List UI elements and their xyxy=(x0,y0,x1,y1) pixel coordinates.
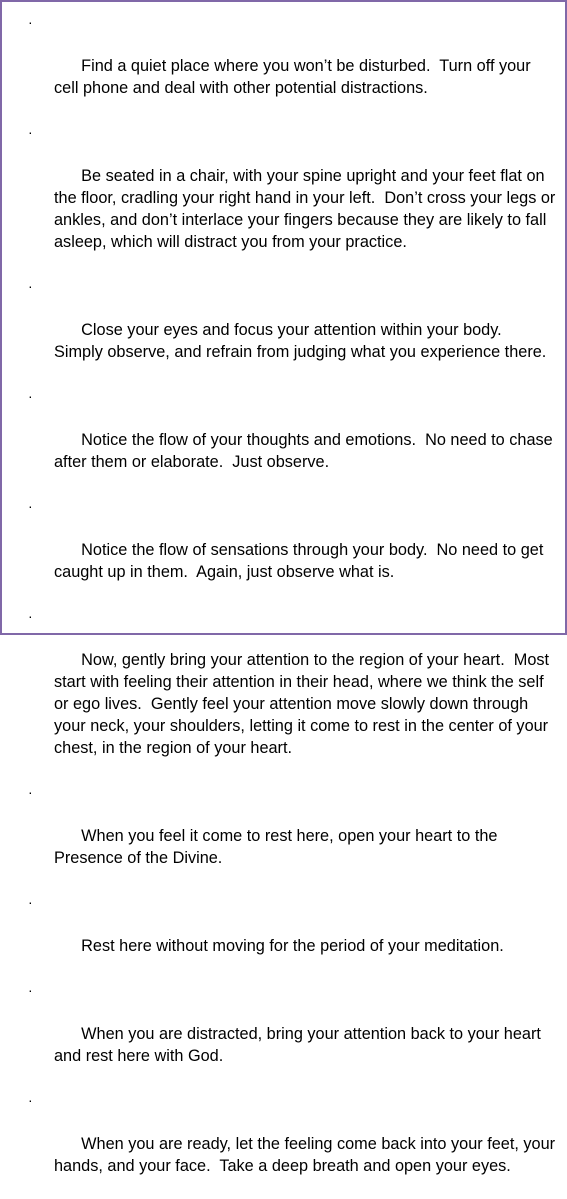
bullet-icon: · xyxy=(28,608,33,624)
list-item xyxy=(22,11,559,121)
list-item xyxy=(22,1089,559,1199)
step-text: Find a quiet place where you won’t be disturbed. Turn off your cell phone and deal with other potential distractions. xyxy=(54,57,536,97)
step-text: When you feel it come to rest here, open your heart to the Presence of the Divine. xyxy=(54,827,502,867)
list-item xyxy=(22,891,559,979)
step-text: Now, gently bring your attention to the region of your heart. Most start with feeling their attention in their head, where we think the self or ego lives. Gently feel your attention move slowly down through your neck, your shoulders, letting it come to rest in the center of your chest, in the region of your heart. xyxy=(54,651,554,757)
list-item xyxy=(22,605,559,781)
list-item xyxy=(22,781,559,891)
bullet-icon: · xyxy=(28,388,33,404)
step-text: Notice the flow of sensations through your body. No need to get caught up in them. Again, just observe what is. xyxy=(54,541,548,581)
bullet-icon: · xyxy=(28,1092,33,1108)
list-item xyxy=(22,275,559,385)
step-text: When you are ready, let the feeling come back into your feet, your hands, and your face. Take a deep breath and open your eyes. xyxy=(54,1135,560,1175)
list-item xyxy=(22,979,559,1089)
step-text: When you are distracted, bring your attention back to your heart and rest here with God. xyxy=(54,1025,546,1065)
bullet-icon: · xyxy=(28,784,33,800)
list-item xyxy=(22,121,559,275)
step-text: Notice the flow of your thoughts and emotions. No need to chase after them or elaborate. Just observe. xyxy=(54,431,558,471)
meditation-steps-list xyxy=(22,11,559,1199)
step-text: Rest here without moving for the period of your meditation. xyxy=(81,937,504,955)
step-text: Close your eyes and focus your attention within your body. Simply observe, and refrain from judging what you experience there. xyxy=(54,321,547,361)
bullet-icon: · xyxy=(28,894,33,910)
bullet-icon: · xyxy=(28,278,33,294)
list-item xyxy=(22,495,559,605)
list-item xyxy=(22,385,559,495)
bullet-icon: · xyxy=(28,982,33,998)
step-text: Be seated in a chair, with your spine upright and your feet flat on the floor, cradling your right hand in your left. Don’t cross your legs or ankles, and don’t interlace your fingers because they are likely to fall asleep, which will distract you from your practice. xyxy=(54,167,560,251)
bullet-icon: · xyxy=(28,124,33,140)
bullet-icon: · xyxy=(28,498,33,514)
bullet-icon: · xyxy=(28,14,33,30)
